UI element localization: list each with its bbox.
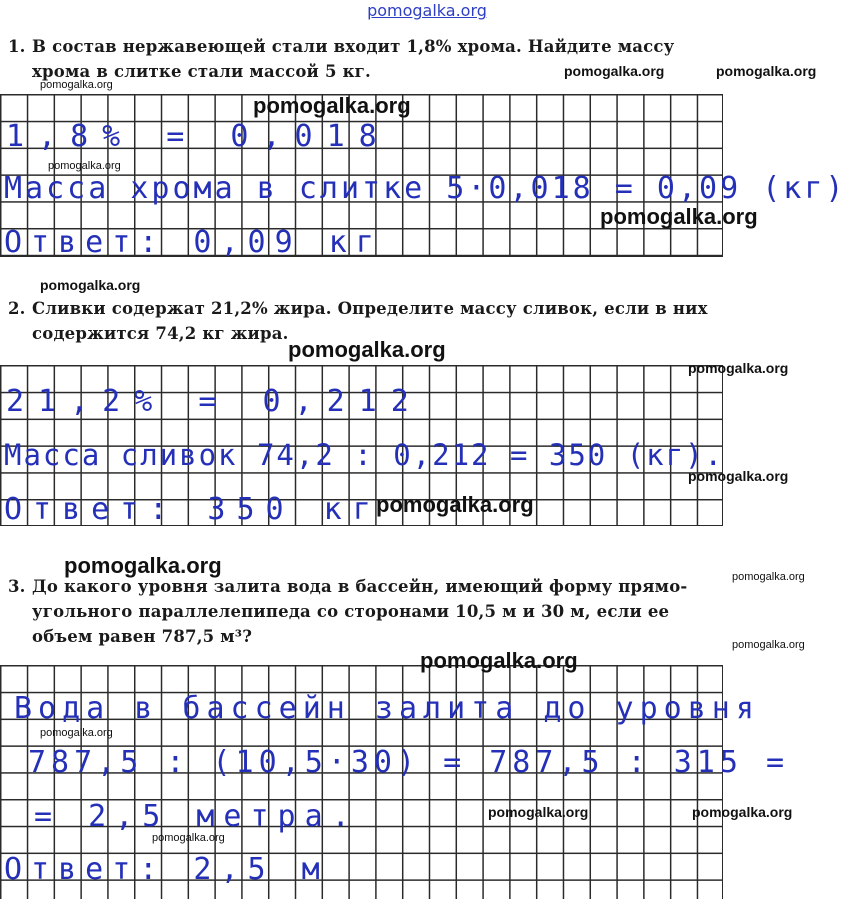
solution-1-line1: 1,8% = 0,018 bbox=[6, 119, 391, 154]
watermark: pomogalka.org bbox=[40, 79, 113, 91]
problem-3-line2: угольного параллелепипеда со сторонами 10,5 м и 30 м, если ее bbox=[32, 602, 670, 621]
watermark: pomogalka.org bbox=[732, 571, 805, 583]
solution-3-line1: Вода в бассейн залита до уровня bbox=[14, 691, 760, 726]
solution-3-line3: = 2,5 метра. bbox=[34, 799, 359, 834]
site-header-link[interactable]: pomogalka.org bbox=[367, 1, 487, 20]
watermark: pomogalka.org bbox=[688, 360, 789, 376]
watermark: pomogalka.org bbox=[48, 160, 121, 172]
problem-2-number: 2. bbox=[8, 299, 26, 318]
problem-2-line2: содержится 74,2 кг жира. bbox=[32, 324, 289, 343]
solution-3-answer: Ответ: 2,5 м bbox=[4, 852, 329, 887]
watermark: pomogalka.org bbox=[376, 492, 534, 517]
problem-3-line3: объем равен 787,5 м³? bbox=[32, 627, 253, 646]
problem-2-line1: Сливки содержат 21,2% жира. Определите массу сливок, если в них bbox=[32, 299, 708, 318]
solution-2-line1: 21,2% = 0,212 bbox=[6, 384, 423, 419]
watermark: pomogalka.org bbox=[600, 204, 758, 229]
watermark: pomogalka.org bbox=[152, 832, 225, 844]
watermark: pomogalka.org bbox=[732, 639, 805, 651]
watermark: pomogalka.org bbox=[488, 804, 589, 820]
watermark: pomogalka.org bbox=[420, 648, 578, 673]
watermark: pomogalka.org bbox=[716, 63, 817, 79]
problem-3-number: 3. bbox=[8, 577, 26, 596]
problem-1-line1: В состав нержавеющей стали входит 1,8% хрома. Найдите массу bbox=[32, 37, 675, 56]
watermark: pomogalka.org bbox=[564, 63, 665, 79]
watermark: pomogalka.org bbox=[253, 93, 411, 118]
watermark: pomogalka.org bbox=[692, 804, 793, 820]
problem-1-number: 1. bbox=[8, 37, 26, 56]
watermark: pomogalka.org bbox=[688, 468, 789, 484]
problem-3-line1: До какого уровня залита вода в бассейн, имеющий форму прямо- bbox=[32, 577, 688, 596]
solution-2-line2: Масса сливок 74,2 : 0,212 = 350 (кг). bbox=[4, 438, 725, 472]
watermark: pomogalka.org bbox=[40, 727, 113, 739]
watermark: pomogalka.org bbox=[288, 337, 446, 362]
problem-3-text bbox=[8, 574, 733, 649]
problem-1-line2: хрома в слитке стали массой 5 кг. bbox=[32, 62, 371, 81]
solution-2-answer: Ответ: 350 кг bbox=[4, 492, 382, 527]
solution-1-line2: Масса хрома в слитке 5·0,018 = 0,09 (кг) bbox=[4, 171, 847, 206]
solution-1-answer: Ответ: 0,09 кг bbox=[4, 225, 383, 260]
watermark: pomogalka.org bbox=[64, 553, 222, 578]
watermark: pomogalka.org bbox=[40, 277, 141, 293]
solution-3-line2: 787,5 : (10,5·30) = 787,5 : 315 = bbox=[28, 745, 790, 780]
